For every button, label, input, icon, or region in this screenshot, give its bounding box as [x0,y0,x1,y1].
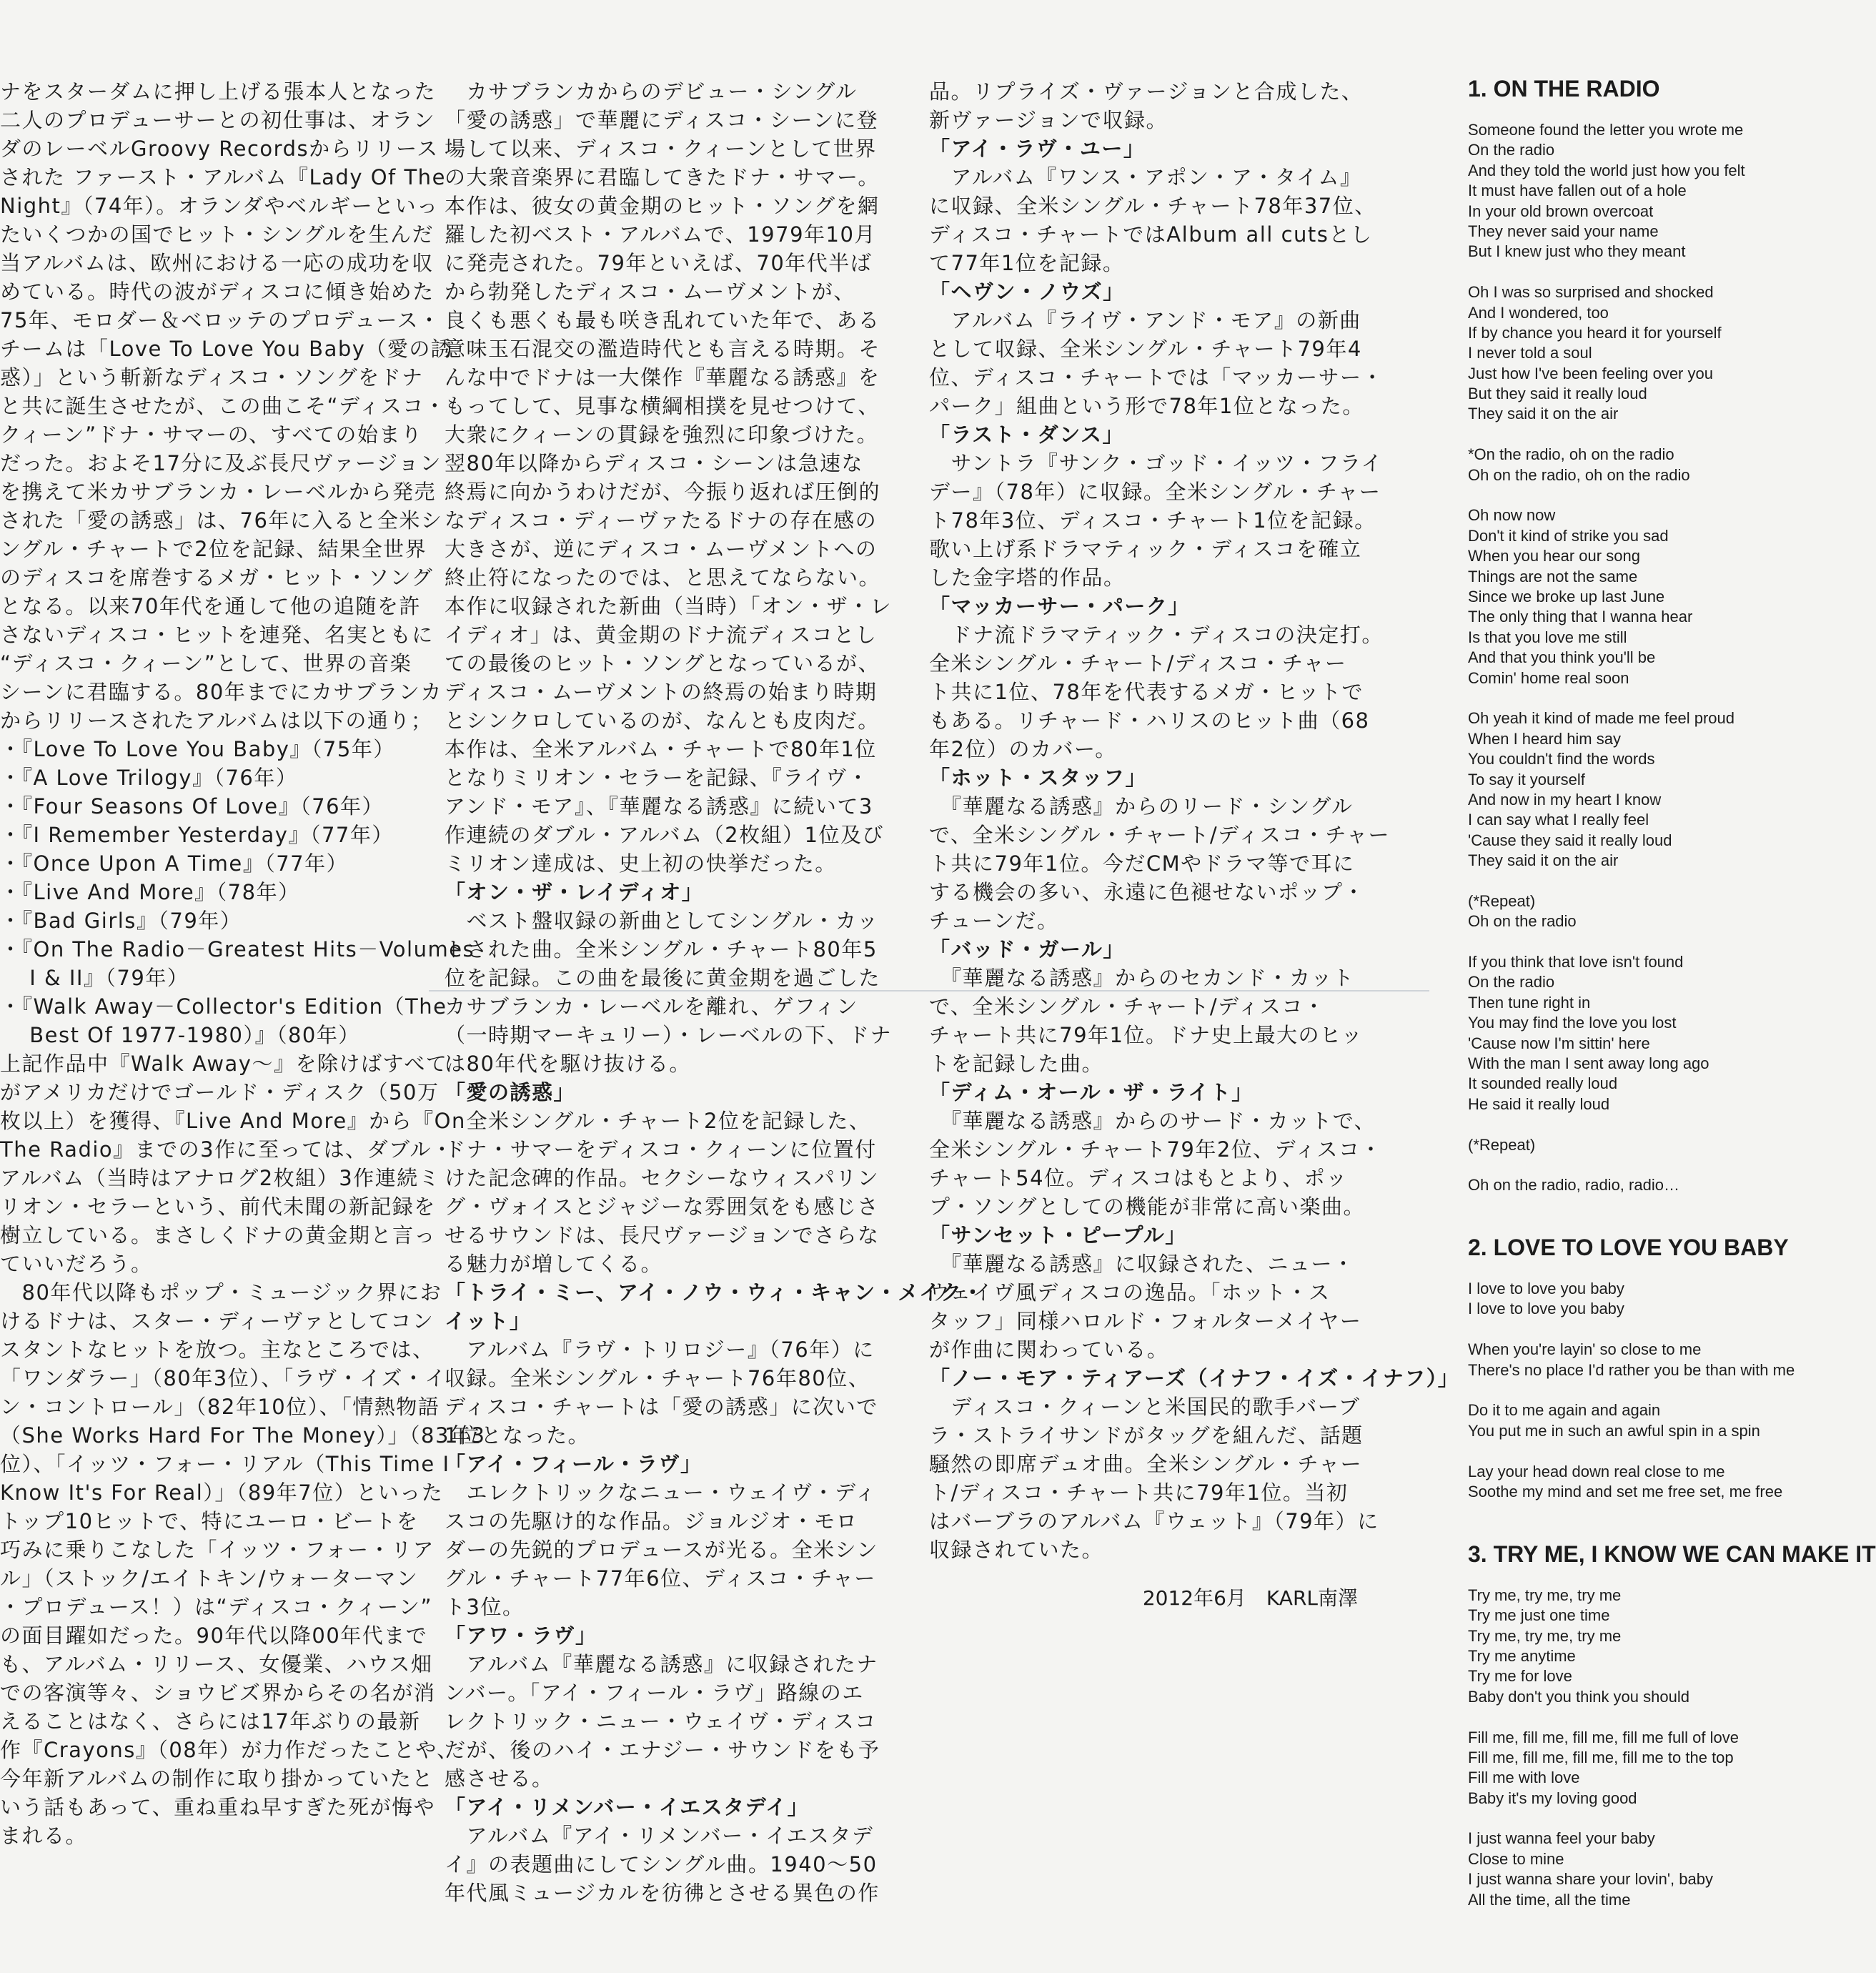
text-line: 80年代以降もポップ・ミュージック界にお [0,1280,442,1305]
lyric-line: It sounded really loud [1468,1074,1618,1093]
track-heading: 「ラスト・ダンス」 [929,422,1125,447]
lyric-line: Oh yeah it kind of made me feel proud [1468,709,1734,728]
text-line: は80年代を駆け抜ける。 [445,1052,691,1076]
lyric-line: When you're layin' so close to me [1468,1340,1702,1359]
text-line: 本作は、全米アルバム・チャートで80年1位 [445,737,877,761]
text-line: からリリースされたアルバムは以下の通り； [0,708,433,733]
text-line: 騒然の即席デュオ曲。全米シングル・チャー [929,1452,1363,1476]
text-line: 翌80年以降からディスコ・シーンは急速な [445,451,864,475]
text-line: 終止符になったのでは、と思えてならない。 [445,565,881,590]
text-line: さないディスコ・ヒットを連発、名実ともに [0,623,434,647]
text-line: 『華麗なる誘惑』からのセカンド・カット [929,966,1355,990]
text-line: 感させる。 [445,1766,554,1791]
text-line: チューンだ。 [929,909,1059,933]
lyric-line: Soothe my mind and set me free set, me free [1468,1483,1783,1500]
text-line: シーンに君臨する。80年までにカサブランカ [0,680,442,704]
text-line: アルバム『ライヴ・アンド・モア』の新曲 [929,308,1361,332]
text-line: ト共に1位、78年を代表するメガ・ヒットで [929,680,1364,704]
lyric-line: The only thing that I wanna hear [1468,608,1693,626]
text-line: パーク」組曲という形で78年1位となった。 [929,394,1364,418]
lyric-line: But I knew just who they meant [1468,242,1686,261]
spacer [1468,1216,1808,1230]
text-line: ン・コントロール」（82年10位）、「情熱物語 [0,1395,440,1419]
lyric-line: You couldn't find the words [1468,750,1655,768]
text-line: いう話もあって、重ね重ね早すぎた死が悔や [0,1795,436,1819]
text-line: 本作に収録された新曲（当時）「オン・ザ・レ [445,594,893,618]
text-line: 作連続のダブル・アルバム（2枚組）1位及び [445,823,885,847]
stanza-gap [1468,425,1808,445]
text-line: アルバム『華麗なる誘惑』に収録されたナ [445,1652,878,1676]
text-line: 二人のプロデューサーとの初仕事は、オラン [0,108,436,132]
text-line: まれる。 [0,1824,88,1848]
text-line: レクトリック・ニュー・ウェイヴ・ディスコ [445,1709,877,1734]
text-line: 樹立している。まさしくドナの黄金期と言っ [0,1223,437,1247]
song-title: 3. TRY ME, I KNOW WE CAN MAKE IT [1468,1541,1876,1567]
track-heading: 「トライ・ミー、アイ・ノウ・ウィ・キャン・メイク・ [445,1280,984,1305]
text-line: アルバム『ワンス・アポン・ア・タイム』 [929,165,1362,189]
text-line: した金字塔的作品。 [929,565,1126,590]
text-line: チャート54位。ディスコはもとより、ポッ [929,1166,1348,1190]
text-line: 位、ディスコ・チャートでは「マッカーサー・ [929,365,1384,390]
lyric-line: Lay your head down real close to me [1468,1462,1725,1480]
text-line: ト/ディスコ・チャート共に79年1位。当初 [929,1480,1349,1505]
text-line: チームは「Love To Love You Baby（愛の誘 [0,337,453,361]
lyric-line: There's no place I'd rather you be than with me [1468,1360,1795,1379]
text-line: 全米シングル・チャート2位を記録した、 [445,1109,871,1133]
text-line: で、全米シングル・チャート/ディスコ・ [929,994,1326,1019]
spacer [1468,1265,1808,1279]
text-line: Know It's For Real）」（89年7位）といった [0,1480,444,1505]
stanza-gap [1468,1441,1808,1461]
text-line: ミリオン達成は、史上初の快挙だった。 [445,851,837,876]
spacer [1468,106,1808,120]
text-line: 新ヴァージョンで収録。 [929,108,1168,132]
text-line: となりミリオン・セラーを記録、『ライヴ・ [445,766,870,790]
track-heading: 「ヘヴン・ノウズ」 [929,280,1125,304]
lyric-line: Try me, try me, try me [1468,1586,1622,1604]
text-line: “ディスコ・クィーン”として、世界の音楽 [0,651,412,676]
lyric-line: I love to love you baby [1468,1300,1624,1318]
text-line: と共に誕生させたが、この曲こそ“ディスコ・ [0,394,447,418]
text-line: 品。リプライズ・ヴァージョンと合成した、 [929,79,1364,104]
text-line: が作曲に関わっている。 [929,1337,1169,1362]
lyric-line: They said it on the air [1468,851,1619,870]
text-line: の大衆音楽界に君臨してきたドナ・サマー。 [445,165,880,189]
lyric-line: You put me in such an awful spin in a spin [1468,1421,1760,1440]
text-line: もある。リチャード・ハリスのヒット曲（68 [929,708,1370,733]
text-line: 意味玉石混交の濫造時代とも言える時期。そ [445,337,881,361]
spacer [1468,1910,1808,1930]
text-line: アンド・モア』、『華麗なる誘惑』に続いて3 [445,794,873,819]
lyric-line: Oh on the radio, oh on the radio [1468,465,1690,484]
lyric-line: Close to mine [1468,1849,1564,1868]
lyric-line: Someone found the letter you wrote me [1468,121,1744,139]
lyrics-column [1468,71,1876,1930]
text-line: ・『Four Seasons Of Love』（76年） [0,794,384,819]
spacer [1468,1502,1808,1522]
text-line: ル」（ストック/エイトキン/ウォーターマン [0,1566,419,1591]
lyric-line: Fill me, fill me, fill me, fill me full of love [1468,1728,1739,1746]
text-line: を携えて米カサブランカ・レーベルから発売 [0,480,437,504]
lyric-line: And they told the world just how you felt [1468,161,1745,179]
text-line: トされた曲。全米シングル・チャート80年5 [445,937,878,961]
text-line: イディオ」は、黄金期のドナ流ディスコとし [445,623,878,647]
stanza-gap [1468,1707,1808,1727]
track-heading: イット」 [445,1309,532,1333]
text-line: ドナ流ドラマティック・ディスコの決定打。 [929,623,1384,647]
text-line: デー』（78年）に収録。全米シングル・チャー [929,480,1381,504]
lyric-line: Try me, try me, try me [1468,1626,1622,1645]
lyric-line: Try me for love [1468,1667,1572,1686]
text-line: めている。時代の波がディスコに傾き始めた [0,280,435,304]
stanza-gap [1468,871,1808,891]
track-heading: 「オン・ザ・レイディオ」 [445,880,704,904]
lyric-line: Just how I've been feeling over you [1468,364,1713,382]
text-line: けた記念碑的作品。セクシーなウィスパリン [445,1166,880,1190]
text-line: カサブランカからのデビュー・シングル [445,79,858,104]
text-line: えることはなく、さらには17年ぶりの最新 [0,1709,421,1734]
text-line: ・『Bad Girls』（79年） [0,909,242,933]
lyric-line: If by chance you heard it for yourself [1468,323,1722,342]
text-line: エレクトリックなニュー・ウェイヴ・ディ [445,1480,877,1505]
text-line: がアメリカだけでゴールド・ディスク（50万 [0,1080,440,1104]
track-heading: 「アイ・リメンバー・イエスタデイ」 [445,1795,810,1819]
text-line: けるドナは、スター・ディーヴァとしてコン [0,1309,435,1333]
stanza-gap [1468,1114,1808,1134]
text-line: ・『On The Radio－Greatest Hits－Volumes [0,937,475,961]
text-line: 収録。全米シングル・チャート76年80位、 [445,1366,870,1390]
text-line: I & II』（79年） [0,966,189,990]
lyric-line: (*Repeat) [1468,891,1536,910]
text-line: サントラ『サンク・ゴッド・イッツ・フライ [929,451,1383,475]
text-line: 羅した初ベスト・アルバムで、1979年10月 [445,222,876,247]
spacer [1468,1196,1808,1216]
lyric-line: I just wanna share your lovin', baby [1468,1870,1713,1889]
lyric-line: I just wanna feel your baby [1468,1829,1655,1848]
track-heading: 「愛の誘惑」 [445,1080,576,1104]
text-line: された「愛の誘惑」は、76年に入ると全米シ [0,508,443,533]
text-line: 位を記録。この曲を最後に黄金期を過ごした [445,966,881,990]
text-line: とシンクロしているのが、なんとも皮肉だ。 [445,708,880,733]
lyric-line: 'Cause now I'm sittin' here [1468,1034,1650,1052]
text-line: 巧みに乗りこなした「イッツ・フォー・リア [0,1538,435,1562]
text-line: 収録されていた。 [929,1538,1104,1562]
text-line: タッフ」同様ハロルド・フォルターメイヤー [929,1309,1362,1333]
text-line: ラ・ストライサンドがタッグを組んだ、話題 [929,1423,1364,1448]
lyric-line: Try me just one time [1468,1606,1610,1625]
text-line: ンバー。「アイ・フィール・ラヴ」路線のエ [445,1681,864,1705]
lyric-line: Try me anytime [1468,1646,1576,1665]
lyric-line: And that you think you'll be [1468,648,1656,667]
text-line: て77年1位を記録。 [929,251,1125,275]
text-line: ていいだろう。 [0,1252,153,1276]
stanza-gap [1468,485,1808,505]
text-line: ングル・チャートで2位を記録、結果全世界 [0,537,427,561]
text-line: ・プロデュース！）は“ディスコ・クィーン” [0,1595,433,1619]
song-title: 2. LOVE TO LOVE YOU BABY [1468,1235,1789,1261]
text-line: なディスコ・ディーヴァたるドナの存在感の [445,508,878,533]
text-line: での客演等々、ショウビズ界からその名が消 [0,1681,436,1705]
track-heading: 「ノー・モア・ティアーズ（イナフ・イズ・イナフ）」 [929,1366,1460,1390]
text-line: 年2位）のカバー。 [929,737,1117,761]
text-line: 良くも悪くも最も咲き乱れていた年で、ある [445,308,880,332]
lyric-line: *On the radio, oh on the radio [1468,445,1674,464]
text-line: プ・ソングとしての機能が非常に高い楽曲。 [929,1195,1366,1219]
text-line: 作『Crayons』（08年）が力作だったことや、 [0,1738,459,1762]
text-line: 惑）」という斬新なディスコ・ソングをドナ [0,365,424,390]
text-line: された ファースト・アルバム『Lady Of The [0,165,446,189]
text-line: トを記録した曲。 [929,1052,1104,1076]
text-line: 上記作品中『Walk Away～』を除けばすべて [0,1052,448,1076]
text-line: （一時期マーキュリー）・レーベルの下、ドナ [445,1023,893,1047]
track-heading: 「アイ・フィール・ラヴ」 [445,1452,703,1476]
lyric-line: Oh on the radio, radio, radio… [1468,1176,1679,1195]
lyric-line: I can say what I really feel [1468,811,1649,829]
stanza-gap [1468,688,1808,708]
text-line: する機会の多い、永遠に色褪せないポップ・ [929,880,1366,904]
text-line: グル・チャート77年6位、ディスコ・チャー [445,1566,876,1591]
text-line: ての最後のヒット・ソングとなっているが、 [445,651,880,676]
text-line: 「ワンダラー」（80年3位）、「ラヴ・イズ・イ [0,1366,447,1390]
text-line: Night』（74年）。オランダやベルギーといっ [0,194,439,218]
text-line: 大衆にクィーンの貫録を強烈に印象づけた。 [445,422,879,447]
stanza-gap [1468,262,1808,282]
lyric-line: Baby don't you think you should [1468,1687,1689,1706]
song-title: 1. ON THE RADIO [1468,76,1660,102]
stanza-gap [1468,1380,1808,1400]
text-line: アルバム『ラヴ・トリロジー』（76年）に [445,1337,875,1362]
text-line: トップ10ヒットで、特にユーロ・ビートを [0,1509,419,1533]
text-line: ・『Once Upon A Time』（77年） [0,851,349,876]
text-line: Best Of 1977-1980）』（80年） [0,1023,360,1047]
signature: 2012年6月 KARL南澤 [1142,1586,1358,1610]
lyric-line: Is that you love me still [1468,628,1627,646]
text-line: ・『Live And More』（78年） [0,880,300,904]
text-line: に収録、全米シングル・チャート78年37位、 [929,194,1376,218]
stanza-gap [1468,1320,1808,1340]
lyric-line: It must have fallen out of a hole [1468,182,1687,200]
text-line: ナをスターダムに押し上げる張本人となった [0,79,437,104]
lyric-line: They never said your name [1468,222,1659,240]
lyric-line: Do it to me again and again [1468,1401,1661,1420]
text-line: ディスコ・クィーンと米国民的歌手バーブ [929,1395,1361,1419]
track-heading: 「アワ・ラヴ」 [445,1623,597,1648]
lyric-line: When you hear our song [1468,547,1640,565]
text-line: の面目躍如だった。90年代以降00年代まで [0,1623,428,1648]
text-line: 位）、「イッツ・フォー・リアル（This Time I [0,1452,450,1476]
lyric-line: Things are not the same [1468,567,1638,585]
lyric-line: And I wondered, too [1468,303,1609,322]
text-line: せるサウンドは、長尺ヴァージョンでさらな [445,1223,880,1247]
text-line: 当アルバムは、欧州における一応の成功を収 [0,251,434,275]
lyric-line: In your old brown overcoat [1468,202,1654,220]
track-heading: 「アイ・ラヴ・ユー」 [929,137,1146,161]
text-line: ディスコ・チャートは「愛の誘惑」に次いで [445,1395,878,1419]
column-2 [445,77,984,1907]
text-line: 「愛の誘惑」で華麗にディスコ・シーンに登 [445,108,879,132]
track-heading: 「バッド・ガール」 [929,937,1125,961]
lyric-line: He said it really loud [1468,1094,1610,1113]
lyric-line: Comin' home real soon [1468,668,1629,687]
text-line: 『華麗なる誘惑』に収録された、ニュー・ [929,1252,1355,1276]
text-line: る魅力が増してくる。 [445,1252,663,1276]
text-line: として収録、全米シングル・チャート79年4 [929,337,1362,361]
text-line: 年代風ミュージカルを彷彿とさせる異色の作 [445,1881,880,1905]
text-line: 『華麗なる誘惑』からのリード・シングル [929,794,1354,819]
lyric-line: I love to love you baby [1468,1280,1624,1298]
lyric-line: Then tune right in [1468,993,1591,1012]
lyric-line: You may find the love you lost [1468,1014,1677,1032]
text-line: ディスコ・ムーヴメントの終焉の始まり時期 [445,680,878,704]
text-line: となる。以来70年代を通して他の追随を許 [0,594,421,618]
text-line: ・『I Remember Yesterday』（77年） [0,823,394,847]
text-line: のディスコを席巻するメガ・ヒット・ソング [0,565,434,590]
track-heading: 「ディム・オール・ザ・ライト」 [929,1080,1254,1104]
text-line: リオン・セラーという、前代未聞の新記録を [0,1195,436,1219]
text-line: ドナ・サマーをディスコ・クィーンに位置付 [445,1137,877,1162]
text-line: 今年新アルバムの制作に取り掛かっていたと [0,1766,434,1791]
text-line: ベスト盤収録の新曲としてシングル・カッ [445,909,879,933]
text-line: 全米シングル・チャート79年2位、ディスコ・ [929,1137,1382,1162]
text-line: イ』の表題曲にしてシングル曲。1940～50 [445,1852,878,1876]
text-line: だが、後のハイ・エナジー・サウンドをも予 [445,1738,880,1762]
text-line: アルバム（当時はアナログ2枚組）3作連続ミ [0,1166,441,1190]
lyric-line: Oh now now [1468,506,1556,525]
text-line: ト3位。 [445,1595,525,1619]
text-line: （She Works Hard For The Money）」（83年3 [0,1423,486,1448]
text-line: ・『Love To Love You Baby』（75年） [0,737,395,761]
lyric-line: Oh I was so surprised and shocked [1468,283,1714,302]
text-line: スコの先駆け的な作品。ジョルジオ・モロ [445,1509,858,1533]
text-line: 全米シングル・チャート/ディスコ・チャー [929,651,1347,676]
text-line: カサブランカ・レーベルを離れ、ゲフィン [445,994,858,1019]
lyric-line: When I heard him say [1468,729,1621,748]
lyric-line: To say it yourself [1468,770,1585,788]
text-line: ダのレーベルGroovy Recordsからリリース [0,137,439,161]
lyric-line: If you think that love isn't found [1468,953,1684,971]
text-line: 75年、モロダー＆ベロッテのプロデュース・ [0,308,441,332]
spacer [1468,1523,1808,1537]
text-line: ディスコ・チャートではAlbum all cutsとし [929,222,1373,247]
text-line: んな中でドナは一大傑作『華麗なる誘惑』を [445,365,880,390]
text-line: 枚以上）を獲得、『Live And More』から『On [0,1109,466,1133]
track-heading: 「ホット・スタッフ」 [929,766,1148,790]
track-heading: 「サンセット・ピープル」 [929,1223,1187,1247]
text-line: 終焉に向かうわけだが、今振り返れば圧倒的 [445,480,881,504]
lyric-line: 'Cause they said it really loud [1468,831,1672,849]
text-line: 本作は、彼女の黄金期のヒット・ソングを網 [445,194,880,218]
text-line: グ・ヴォイスとジャジーな雰囲気をも感じさ [445,1195,879,1219]
stanza-gap [1468,932,1808,952]
text-line: The Radio』までの3作に至っては、ダブル・ [0,1137,454,1162]
lyric-line: With the man I sent away long ago [1468,1054,1709,1072]
stanza-gap [1468,1155,1808,1175]
text-line: で、全米シングル・チャート/ディスコ・チャー [929,823,1390,847]
lyric-line: (*Repeat) [1468,1135,1536,1154]
spacer [1468,1571,1808,1586]
lyric-line: Don't it kind of strike you sad [1468,526,1669,545]
stanza-gap [1468,1809,1808,1829]
lyric-line: Baby it's my loving good [1468,1789,1637,1807]
text-line: 『華麗なる誘惑』からのサード・カットで、 [929,1109,1376,1133]
paper-fold-line [429,990,1429,992]
text-line: たいくつかの国でヒット・シングルを生んだ [0,222,434,247]
text-line: ・『A Love Trilogy』（76年） [0,766,298,790]
text-line: ト78年3位、ディスコ・チャート1位を記録。 [929,508,1376,533]
text-line: も、アルバム・リリース、女優業、ハウス畑 [0,1652,433,1676]
text-line: はバーブラのアルバム『ウェット』（79年）に [929,1509,1379,1533]
text-line: スタントなヒットを放つ。主なところでは、 [0,1337,435,1362]
text-line: 歌い上げ系ドラマティック・ディスコを確立 [929,537,1362,561]
text-line: チャート共に79年1位。ドナ史上最大のヒッ [929,1023,1364,1047]
text-line: に発売された。79年といえば、70年代半ば [445,251,873,275]
text-line: ト共に79年1位。今だCMやドラマ等で耳に [929,851,1355,876]
lyric-line: I never told a soul [1468,344,1592,362]
text-line: ウェイヴ風ディスコの逸品。「ホット・ス [929,1280,1331,1305]
text-line: 大きさが、逆にディスコ・ムーヴメントへの [445,537,878,561]
lyric-line: But they said it really loud [1468,385,1647,403]
lyric-line: On the radio [1468,141,1555,159]
lyric-line: They said it on the air [1468,405,1619,423]
lyric-line: Oh on the radio [1468,912,1577,931]
text-line: ・『Walk Away－Collector's Edition（The [0,994,447,1019]
text-line: もってして、見事な横綱相撲を見せつけて、 [445,394,880,418]
text-line: だった。およそ17分に及ぶ長尺ヴァージョン [0,451,442,475]
lyric-line: Fill me with love [1468,1769,1580,1787]
text-line: から勃発したディスコ・ムーヴメントが、 [445,280,855,304]
text-line: アルバム『アイ・リメンバー・イエスタデ [445,1824,874,1848]
lyric-line: Since we broke up last June [1468,587,1665,605]
text-line: 1位となった。 [445,1423,590,1448]
text-line: クィーン”ドナ・サマーの、すべての始まり [0,422,423,447]
track-heading: 「マッカーサー・パーク」 [929,594,1190,618]
text-line: 場して以来、ディスコ・クィーンとして世界 [445,137,877,161]
lyric-line: And now in my heart I know [1468,790,1662,809]
lyric-line: Fill me, fill me, fill me, fill me to the top [1468,1748,1734,1766]
lyric-line: All the time, all the time [1468,1890,1631,1909]
lyric-line: On the radio [1468,973,1555,992]
column-3 [929,77,1460,1564]
text-line: ダーの先鋭的プロデュースが光る。全米シン [445,1538,878,1562]
